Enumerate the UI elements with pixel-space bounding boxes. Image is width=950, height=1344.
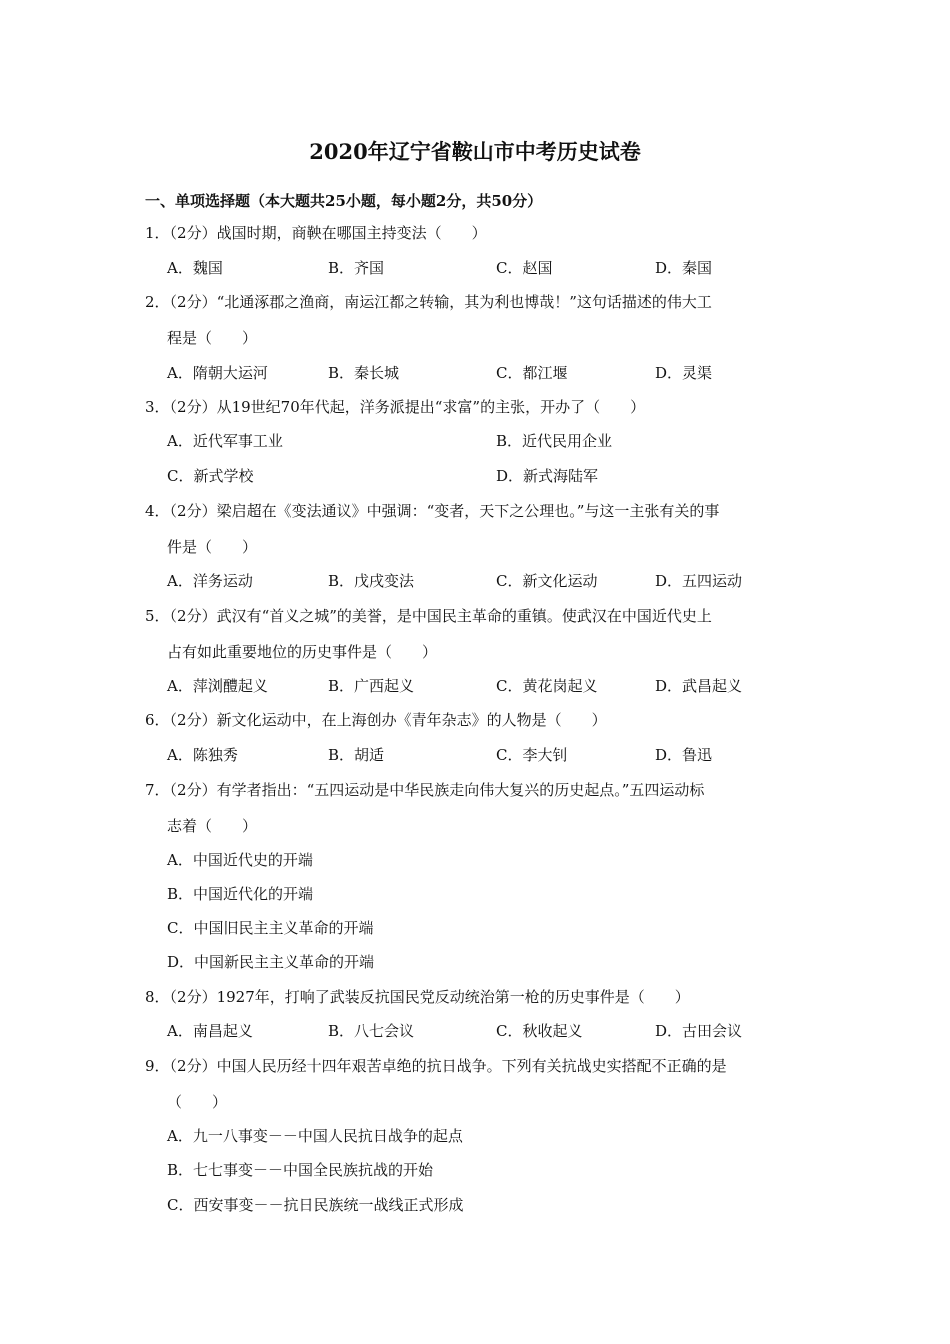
- q1-option-b: B．齐国: [328, 259, 385, 277]
- q1-option-a: A．魏国: [167, 259, 223, 277]
- q7-option-b: B．中国近代化的开端: [167, 885, 314, 903]
- q2-option-d: D．灵渠: [655, 364, 713, 382]
- question-2-stem: 2．（2分）“北通涿郡之渔商，南运江都之转输，其为利也博哉！”这句话描述的伟大工: [145, 293, 712, 311]
- q2-option-a: A．隋朝大运河: [167, 364, 268, 382]
- question-9-stem: 9．（2分）中国人民历经十四年艰苦卓绝的抗日战争。下列有关抗战史实搭配不正确的是: [145, 1057, 727, 1075]
- q2-option-b: B．秦长城: [328, 364, 400, 382]
- q5-option-a: A．萍浏醴起义: [167, 677, 268, 695]
- q3-option-b: B．近代民用企业: [496, 432, 613, 450]
- q3-option-a: A．近代军事工业: [167, 432, 283, 450]
- q8-option-a: A．南昌起义: [167, 1022, 253, 1040]
- question-8-stem: 8．（2分）1927年，打响了武装反抗国民党反动统治第一枪的历史事件是（ ）: [145, 988, 690, 1006]
- q1-option-d: D．秦国: [655, 259, 713, 277]
- question-7-cont: 志着（ ）: [167, 817, 258, 835]
- q3-option-c: C．新式学校: [167, 467, 254, 485]
- question-5-stem: 5．（2分）武汉有“首义之城”的美誉，是中国民主革命的重镇。使武汉在中国近代史上: [145, 607, 712, 625]
- question-1-stem: 1．（2分）战国时期，商鞅在哪国主持变法（ ）: [145, 224, 487, 242]
- q8-option-b: B．八七会议: [328, 1022, 415, 1040]
- q3-option-d: D．新式海陆军: [496, 467, 599, 485]
- q6-option-b: B．胡适: [328, 746, 385, 764]
- question-4-stem: 4．（2分）梁启超在《变法通议》中强调：“变者，天下之公理也。”与这一主张有关的事: [145, 502, 720, 520]
- q5-option-d: D．武昌起义: [655, 677, 743, 695]
- q9-option-b: B．七七事变－－中国全民族抗战的开始: [167, 1161, 434, 1179]
- q4-option-d: D．五四运动: [655, 572, 743, 590]
- q9-option-c: C．西安事变－－抗日民族统一战线正式形成: [167, 1196, 464, 1214]
- q1-option-c: C．赵国: [496, 259, 553, 277]
- q8-option-c: C．秋收起义: [496, 1022, 583, 1040]
- question-2-cont: 程是（ ）: [167, 329, 258, 347]
- question-7-stem: 7．（2分）有学者指出：“五四运动是中华民族走向伟大复兴的历史起点。”五四运动标: [145, 781, 705, 799]
- question-4-cont: 件是（ ）: [167, 538, 258, 556]
- q9-option-a: A．九一八事变－－中国人民抗日战争的起点: [167, 1127, 463, 1145]
- q4-option-b: B．戊戌变法: [328, 572, 415, 590]
- exam-title: 2020年辽宁省鞍山市中考历史试卷: [309, 139, 641, 164]
- question-6-stem: 6．（2分）新文化运动中，在上海创办《青年杂志》的人物是（ ）: [145, 711, 607, 729]
- q7-option-a: A．中国近代史的开端: [167, 851, 313, 869]
- q6-option-c: C．李大钊: [496, 746, 568, 764]
- q6-option-a: A．陈独秀: [167, 746, 238, 764]
- q5-option-c: C．黄花岗起义: [496, 677, 598, 695]
- q7-option-d: D．中国新民主主义革命的开端: [167, 953, 375, 971]
- q7-option-c: C．中国旧民主主义革命的开端: [167, 919, 374, 937]
- q2-option-c: C．都江堰: [496, 364, 568, 382]
- q8-option-d: D．古田会议: [655, 1022, 743, 1040]
- q4-option-a: A．洋务运动: [167, 572, 253, 590]
- q4-option-c: C．新文化运动: [496, 572, 598, 590]
- question-9-cont: （ ）: [167, 1093, 228, 1111]
- question-3-stem: 3．（2分）从19世纪70年代起，洋务派提出“求富”的主张，开办了（ ）: [145, 398, 646, 416]
- q6-option-d: D．鲁迅: [655, 746, 713, 764]
- question-5-cont: 占有如此重要地位的历史事件是（ ）: [167, 643, 438, 661]
- q5-option-b: B．广西起义: [328, 677, 415, 695]
- section-heading: 一、单项选择题（本大题共25小题，每小题2分，共50分）: [145, 192, 543, 210]
